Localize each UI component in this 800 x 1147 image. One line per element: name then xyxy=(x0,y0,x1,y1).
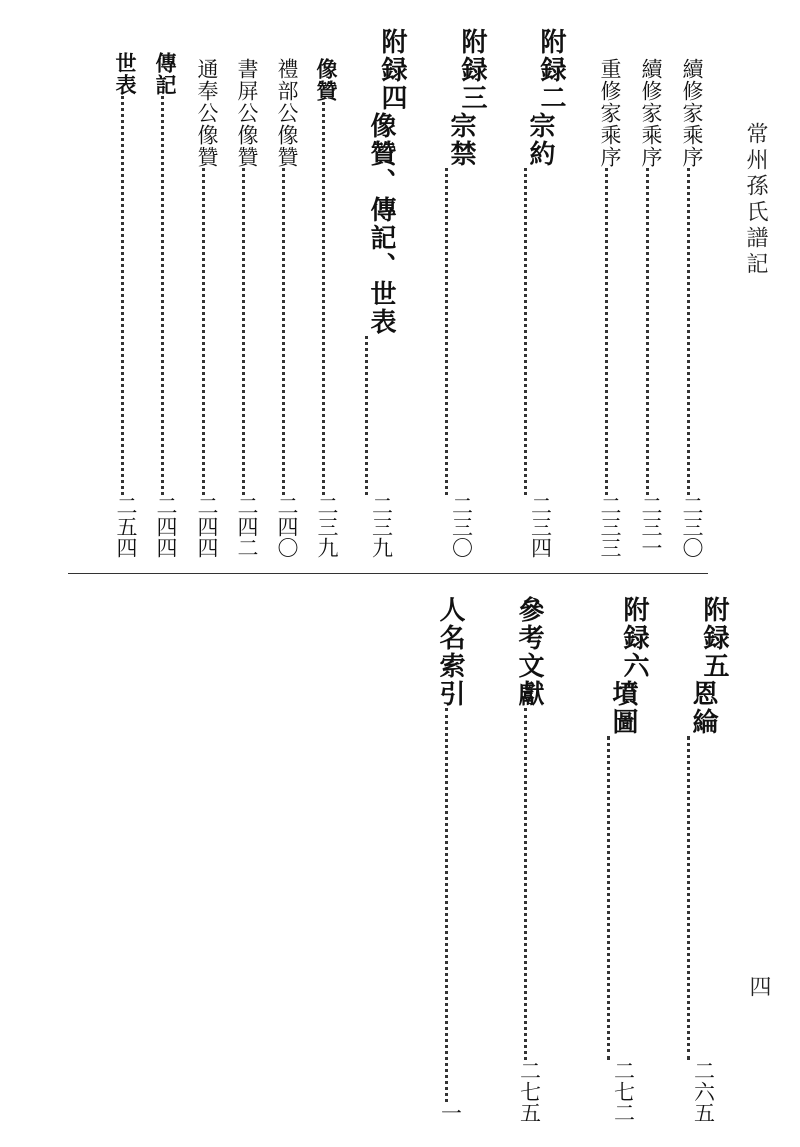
dot-leader xyxy=(242,168,251,495)
page-number: 四 xyxy=(746,975,771,997)
entry-title: 墳圖 xyxy=(608,680,638,736)
entry-page: 二三一 xyxy=(639,495,663,558)
dot-leader xyxy=(282,168,291,495)
toc-entry[interactable] xyxy=(516,596,542,1123)
entry-page: 二六五 xyxy=(691,1060,716,1123)
dot-leader xyxy=(322,102,331,495)
entry-page: 二七五 xyxy=(517,1060,542,1123)
entry-title: 像贊、傳記、世表 xyxy=(366,112,396,336)
dot-leader xyxy=(445,168,477,495)
dot-leader xyxy=(202,168,211,495)
entry-title: 續修家乘序 xyxy=(639,58,663,168)
entry-page: 二七二 xyxy=(611,1060,636,1123)
dot-leader xyxy=(524,708,534,1060)
entry-page: 二三〇 xyxy=(449,495,474,558)
entry-title: 宗約 xyxy=(525,112,555,168)
toc-entry[interactable] xyxy=(115,52,136,558)
entry-page: 二五四 xyxy=(114,495,138,558)
entry-page: 二三九 xyxy=(369,495,394,558)
toc-entry-appendix[interactable] xyxy=(599,596,647,1123)
entry-page: 二三三 xyxy=(598,495,622,558)
appendix-label: 附録五 xyxy=(699,596,729,680)
entry-page: 一 xyxy=(438,1102,463,1123)
appendix-label: 附録二 xyxy=(536,28,566,112)
section-divider xyxy=(68,573,708,574)
entry-page: 二四四 xyxy=(195,495,219,558)
entry-page: 二三〇 xyxy=(680,495,704,558)
entry-page: 二四〇 xyxy=(275,495,299,558)
dot-leader xyxy=(121,96,130,495)
entry-title: 重修家乘序 xyxy=(598,58,622,168)
dot-leader xyxy=(445,708,455,1102)
entry-title: 世表 xyxy=(113,52,138,96)
toc-entry[interactable] xyxy=(276,58,297,558)
toc-entry[interactable] xyxy=(599,58,620,558)
entry-title: 宗禁 xyxy=(446,112,476,168)
running-header: 常州孫氏譜記 xyxy=(743,122,768,278)
entry-title: 續修家乘序 xyxy=(680,58,704,168)
toc-entry-appendix[interactable] xyxy=(357,28,405,558)
entry-title: 像贊 xyxy=(314,58,339,102)
toc-entry-appendix[interactable] xyxy=(516,28,564,558)
dot-leader xyxy=(687,168,696,495)
entry-page: 二三九 xyxy=(315,495,339,558)
entry-title: 通奉公像贊 xyxy=(195,58,219,168)
toc-entry[interactable] xyxy=(437,596,463,1123)
toc-entry[interactable] xyxy=(236,58,257,558)
dot-leader xyxy=(687,736,719,1060)
appendix-label: 附録三 xyxy=(457,28,487,112)
dot-leader xyxy=(607,736,639,1060)
toc-entry[interactable] xyxy=(681,58,702,558)
dot-leader xyxy=(161,96,170,495)
toc-entry-appendix[interactable] xyxy=(679,596,727,1123)
entry-title: 禮部公像贊 xyxy=(275,58,299,168)
toc-entry[interactable] xyxy=(155,52,176,558)
toc-entry-appendix[interactable] xyxy=(437,28,485,558)
appendix-label: 附録六 xyxy=(619,596,649,680)
entry-page: 二三四 xyxy=(528,495,553,558)
entry-title: 人名索引 xyxy=(435,596,465,708)
toc-entry[interactable] xyxy=(316,58,337,558)
entry-title: 傳記 xyxy=(153,52,178,96)
dot-leader xyxy=(365,336,397,495)
entry-title: 書屏公像贊 xyxy=(235,58,259,168)
entry-page: 二四四 xyxy=(154,495,178,558)
appendix-label: 附録四 xyxy=(377,28,407,112)
entry-page: 二四二 xyxy=(235,495,259,558)
toc-entry[interactable] xyxy=(196,58,217,558)
dot-leader xyxy=(646,168,655,495)
dot-leader xyxy=(605,168,614,495)
dot-leader xyxy=(524,168,556,495)
entry-title: 參考文獻 xyxy=(514,596,544,708)
entry-title: 恩綸 xyxy=(688,680,718,736)
toc-entry[interactable] xyxy=(640,58,661,558)
